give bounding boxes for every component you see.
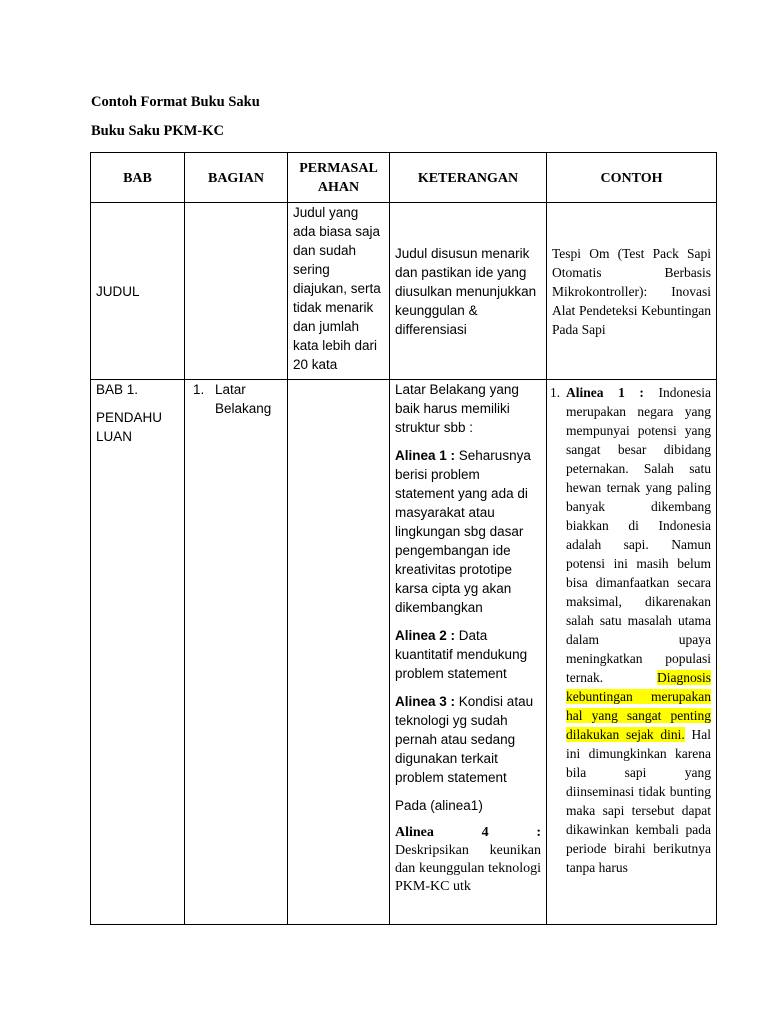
keterangan-alinea-2: Alinea 2 : Data kuantitatif mendukung problem statement <box>395 628 528 681</box>
table-row-bab1 <box>91 380 717 925</box>
highlighted-text: Diagnosis kebuntingan merupakan hal yang sangat penting dilakukan sejak dini. <box>566 670 711 742</box>
table-header-row <box>91 153 717 203</box>
cell-permasalahan-judul: Judul yang ada biasa saja dan sudah sering diajukan, serta tidak menarik dan jumlah kata lebih dari 20 kata <box>288 203 390 380</box>
cell-keterangan-latar <box>390 380 547 925</box>
bab-number: BAB 1. <box>96 382 139 397</box>
format-table <box>90 152 717 925</box>
header-bagian: BAGIAN <box>185 153 288 203</box>
keterangan-alinea-4: Alinea 4 : Deskripsikan keunikan dan keunggulan teknologi PKM-KC utk <box>395 825 541 894</box>
cell-keterangan-judul: Judul disusun menarik dan pastikan ide yang diusulkan menunjukkan keunggulan & differensiasi <box>390 203 547 380</box>
document-title: Contoh Format Buku Saku <box>91 94 260 110</box>
header-keterangan: KETERANGAN <box>390 153 547 203</box>
header-permasalahan: PERMASAL AHAN <box>288 153 390 203</box>
cell-contoh-judul: Tespi Om (Test Pack Sapi Otomatis Berbasis Mikrokontroller): Inovasi Alat Pendeteksi Kebuntingan Pada Sapi <box>547 203 717 380</box>
list-item: 1. Latar Belakang <box>193 382 272 416</box>
cell-permasalahan-empty <box>288 380 390 925</box>
cell-contoh-latar <box>547 380 717 925</box>
keterangan-alinea-3: Alinea 3 : Kondisi atau teknologi yg sudah pernah atau sedang digunakan terkait problem statement <box>395 694 534 785</box>
keterangan-pada: Pada (alinea1) <box>395 798 483 813</box>
cell-bab-judul: JUDUL <box>91 203 185 380</box>
table-row-judul <box>91 203 717 380</box>
list-item: 1. Alinea 1 : Indonesia merupakan negara yang mempunyai potensi yang sangat besar dibidang peternakan. Salah satu hewan ternak yang paling banyak dikembang biakkan di Indonesia adalah sapi. Namun potensi ini masih belum bisa dimanfaatkan secara maksimal, dikarenakan salah satu masalah utama dalam upaya meningkatkan populasi ternak. Diagnosis kebuntingan merupakan hal yang sangat penting dilakukan sejak dini. Hal ini dimungkinkan karena bila sapi yang diinseminasi tidak bunting maka sapi tersebut dapat dikawinkan kembali pada periode birahi berikutnya tanpa harus <box>550 385 712 875</box>
header-bab: BAB <box>91 153 185 203</box>
cell-bab-pendahuluan <box>91 380 185 925</box>
document-subtitle: Buku Saku PKM-KC <box>91 123 224 139</box>
header-contoh: CONTOH <box>547 153 717 203</box>
keterangan-alinea-1: Alinea 1 : Seharusnya berisi problem statement yang ada di masyarakat atau lingkungan sbg dasar pengembangan ide kreativitas prototipe karsa cipta yg akan dikembangkan <box>395 448 531 615</box>
keterangan-intro: Latar Belakang yang baik harus memiliki struktur sbb : <box>395 382 519 435</box>
cell-bagian-latar <box>185 380 288 925</box>
cell-bagian-empty <box>185 203 288 380</box>
bab-name: PENDAHU LUAN <box>96 410 163 444</box>
